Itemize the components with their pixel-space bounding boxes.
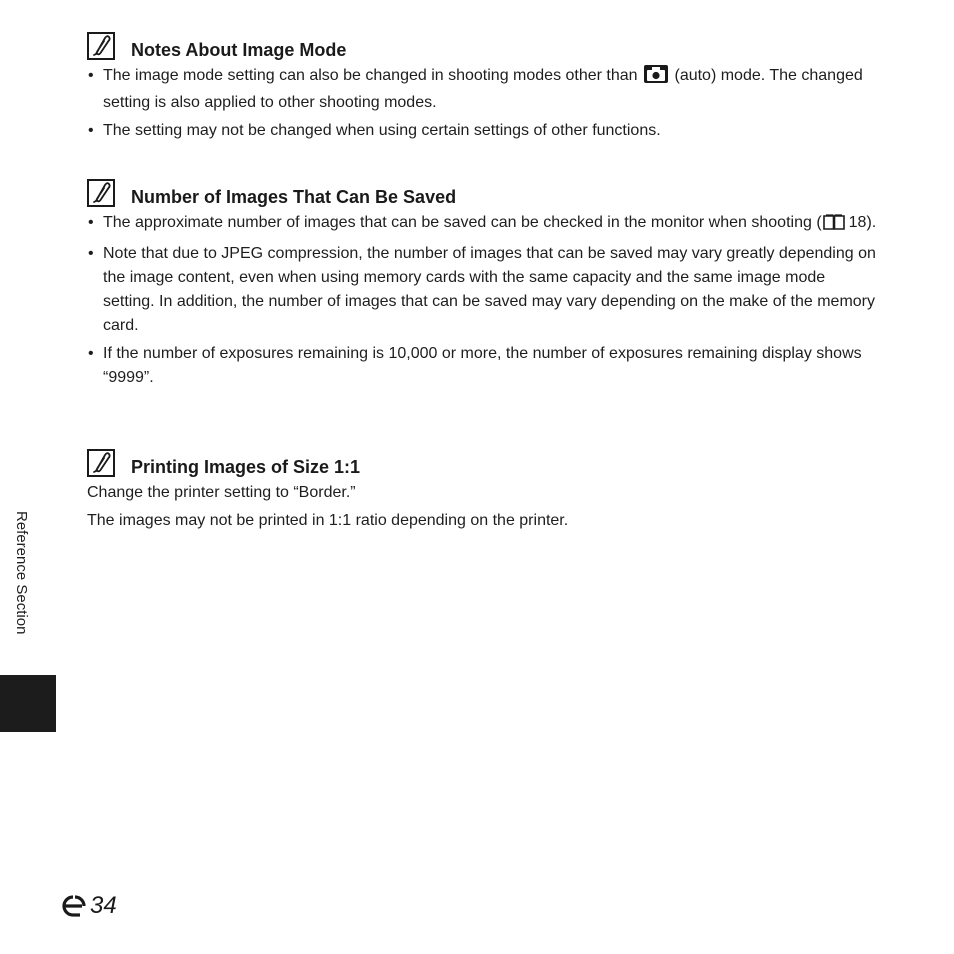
bullet-list — [87, 64, 877, 143]
bullet-text: The image mode setting can also be changed in shooting modes other than — [103, 67, 638, 84]
side-section-tab — [0, 675, 56, 732]
bullet-text: If the number of exposures remaining is 10,000 or more, the number of exposures remaining display shows “9999”. — [103, 345, 862, 386]
section-title: Number of Images That Can Be Saved — [131, 187, 457, 207]
bullet-dot: • — [88, 214, 94, 231]
page-number-text: 34 — [90, 892, 117, 919]
bullet-text: 18). — [848, 214, 877, 231]
pencil-note-icon — [87, 179, 115, 207]
bullet-dot: • — [88, 67, 94, 84]
section-printing-1-1 — [87, 449, 877, 537]
section-title: Notes About Image Mode — [131, 40, 347, 60]
paragraph: The images may not be printed in 1:1 ratio depending on the printer. — [87, 512, 569, 529]
bullet-text: The approximate number of images that can be saved can be checked in the monitor when shooting ( — [103, 214, 822, 231]
section-images-saved — [87, 179, 877, 394]
list-item — [87, 64, 877, 115]
book-icon — [823, 214, 845, 238]
list-item — [87, 242, 877, 338]
reference-section-e-icon — [60, 894, 88, 918]
list-item — [87, 119, 877, 143]
list-item — [87, 342, 877, 390]
section-image-mode-notes — [87, 32, 877, 147]
bullet-dot: • — [88, 245, 94, 262]
section-title: Printing Images of Size 1:1 — [131, 457, 361, 477]
pencil-note-icon — [87, 449, 115, 477]
paragraph: Change the printer setting to “Border.” — [87, 484, 356, 501]
section-heading — [87, 179, 877, 209]
side-section-label: Reference Section — [13, 511, 30, 635]
bullet-text: (auto) mode. The changed setting is also applied to other shooting modes. — [103, 67, 863, 111]
bullet-dot: • — [88, 122, 94, 139]
list-item — [87, 211, 877, 238]
bullet-list — [87, 211, 877, 390]
bullet-dot: • — [88, 345, 94, 362]
bullet-text: The setting may not be changed when using certain settings of other functions. — [103, 122, 661, 139]
camera-icon — [644, 65, 668, 91]
pencil-note-icon — [87, 32, 115, 60]
section-heading — [87, 449, 877, 479]
bullet-text: Note that due to JPEG compression, the number of images that can be saved may vary greatly depending on the image content, even when using memory cards with the same capacity and the same image mode setting. In addition, the number of images that can be saved may vary depending on the make of the memory card. — [103, 245, 876, 334]
page-number — [60, 890, 117, 922]
section-heading — [87, 32, 877, 62]
